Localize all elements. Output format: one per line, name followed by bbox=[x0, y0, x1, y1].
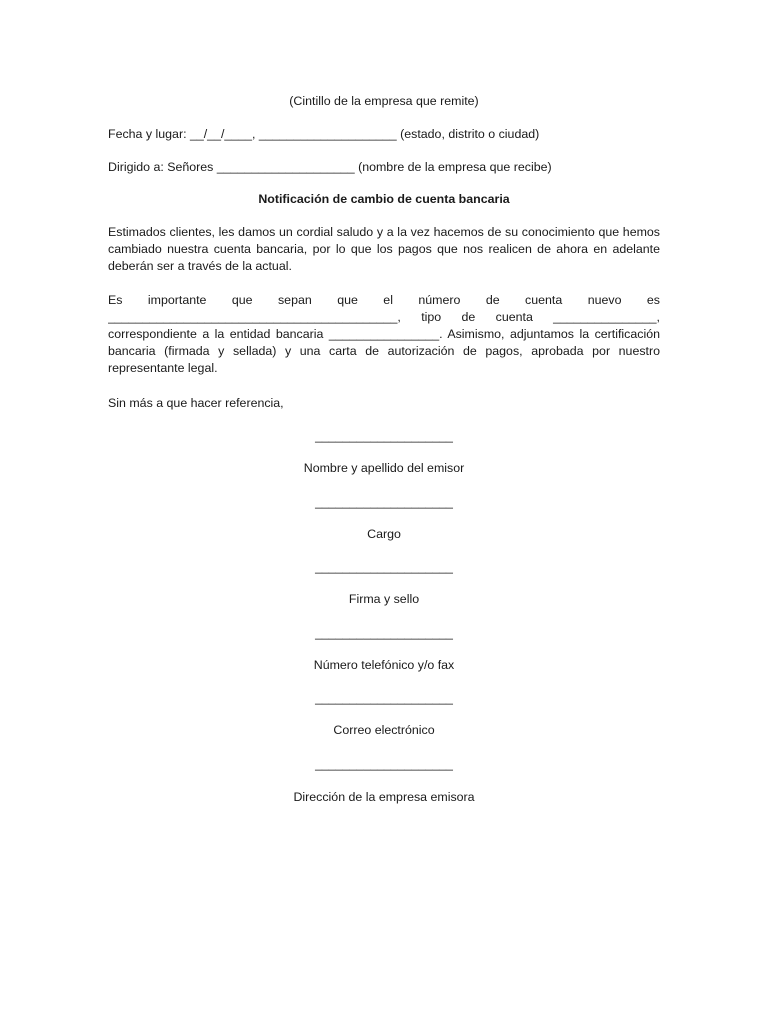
paragraph-2-line: Es importante que sepan que el número de cuenta nuevo es bbox=[108, 293, 660, 307]
signature-blank-line: ____________________ bbox=[315, 560, 453, 574]
paragraph-1-line: cambiado nuestra cuenta bancaria, por lo que los pagos que nos realicen de ahora en adelante bbox=[108, 242, 660, 256]
paragraph-2-line: __________________________________________, tipo de cuenta _______________, bbox=[108, 310, 660, 324]
signature-blank-line: ____________________ bbox=[315, 626, 453, 640]
signature-blank-line: ____________________ bbox=[315, 429, 453, 443]
paragraph-2-line: correspondiente a la entidad bancaria ________________. Asimismo, adjuntamos la certificación bbox=[108, 327, 660, 341]
letter-title: Notificación de cambio de cuenta bancaria bbox=[258, 192, 510, 206]
field-company-address: Dirección de la empresa emisora bbox=[293, 790, 475, 804]
date-place-line: Fecha y lugar: __/__/____, ____________________ (estado, distrito o ciudad) bbox=[108, 127, 540, 141]
field-email: Correo electrónico bbox=[333, 723, 435, 737]
signature-blank-line: ____________________ bbox=[315, 757, 453, 771]
paragraph-1-line: Estimados clientes, les damos un cordial saludo y a la vez hacemos de su conocimiento que hemos bbox=[108, 225, 660, 239]
paragraph-1 bbox=[108, 224, 660, 275]
field-phone-fax: Número telefónico y/o fax bbox=[313, 658, 455, 672]
letterhead-placeholder: (Cintillo de la empresa que remite) bbox=[289, 94, 479, 108]
signature-blank-line: ____________________ bbox=[315, 691, 453, 705]
closing-line: Sin más a que hacer referencia, bbox=[108, 396, 284, 410]
signature-blank-line: ____________________ bbox=[315, 495, 453, 509]
field-signature-stamp: Firma y sello bbox=[348, 592, 420, 606]
paragraph-2-line: bancaria (firmada y sellada) y una carta de autorización de pagos, aprobada por nuestro bbox=[108, 344, 660, 358]
addressee-line: Dirigido a: Señores ____________________ (nombre de la empresa que recibe) bbox=[108, 160, 552, 174]
field-sender-name: Nombre y apellido del emisor bbox=[303, 461, 465, 475]
field-position: Cargo bbox=[367, 527, 401, 541]
paragraph-1-line: deberán ser a través de la actual. bbox=[108, 259, 292, 273]
paragraph-2-line: representante legal. bbox=[108, 361, 218, 375]
paragraph-2 bbox=[108, 292, 660, 377]
